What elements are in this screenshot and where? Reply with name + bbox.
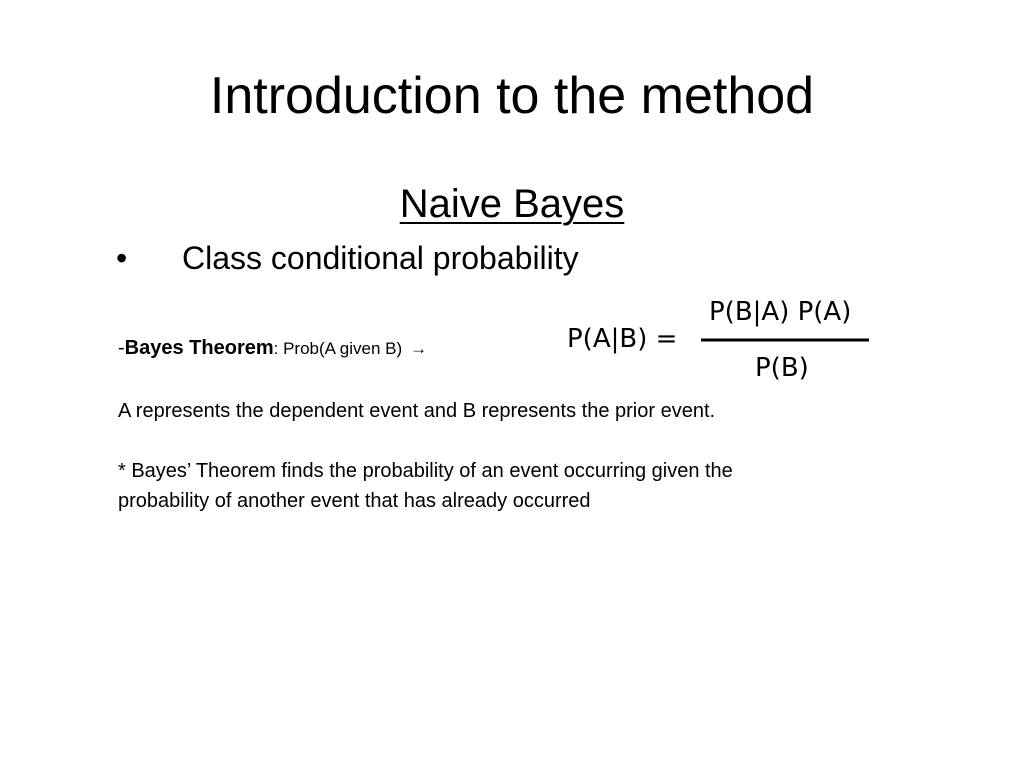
slide-title: Introduction to the method [209, 67, 815, 125]
theorem-name: Bayes Theorem [124, 337, 274, 359]
bullet-item [116, 236, 579, 280]
bullet-text: Class conditional probability [182, 240, 579, 276]
formula-lhs: P(A|B) = [567, 324, 678, 354]
paragraph-note-line-1: * Bayes’ Theorem finds the probability of an event occurring given the [118, 460, 733, 482]
theorem-description: Prob(A given B) [278, 339, 403, 358]
bayes-formula [563, 290, 883, 390]
theorem-line [118, 334, 427, 363]
theorem-colon: : [273, 339, 279, 358]
bullet-glyph: • [116, 240, 128, 276]
formula-denominator: P(B) [755, 353, 809, 383]
section-heading: Naive Bayes [399, 182, 625, 226]
arrow-right-icon: → [410, 339, 428, 358]
paragraph-note-line-2: probability of another event that has already occurred [118, 490, 591, 512]
paragraph-event-definitions: A represents the dependent event and B represents the prior event. [118, 400, 716, 422]
theorem-dash: - [118, 337, 125, 359]
formula-numerator: P(B|A) P(A) [709, 297, 852, 327]
